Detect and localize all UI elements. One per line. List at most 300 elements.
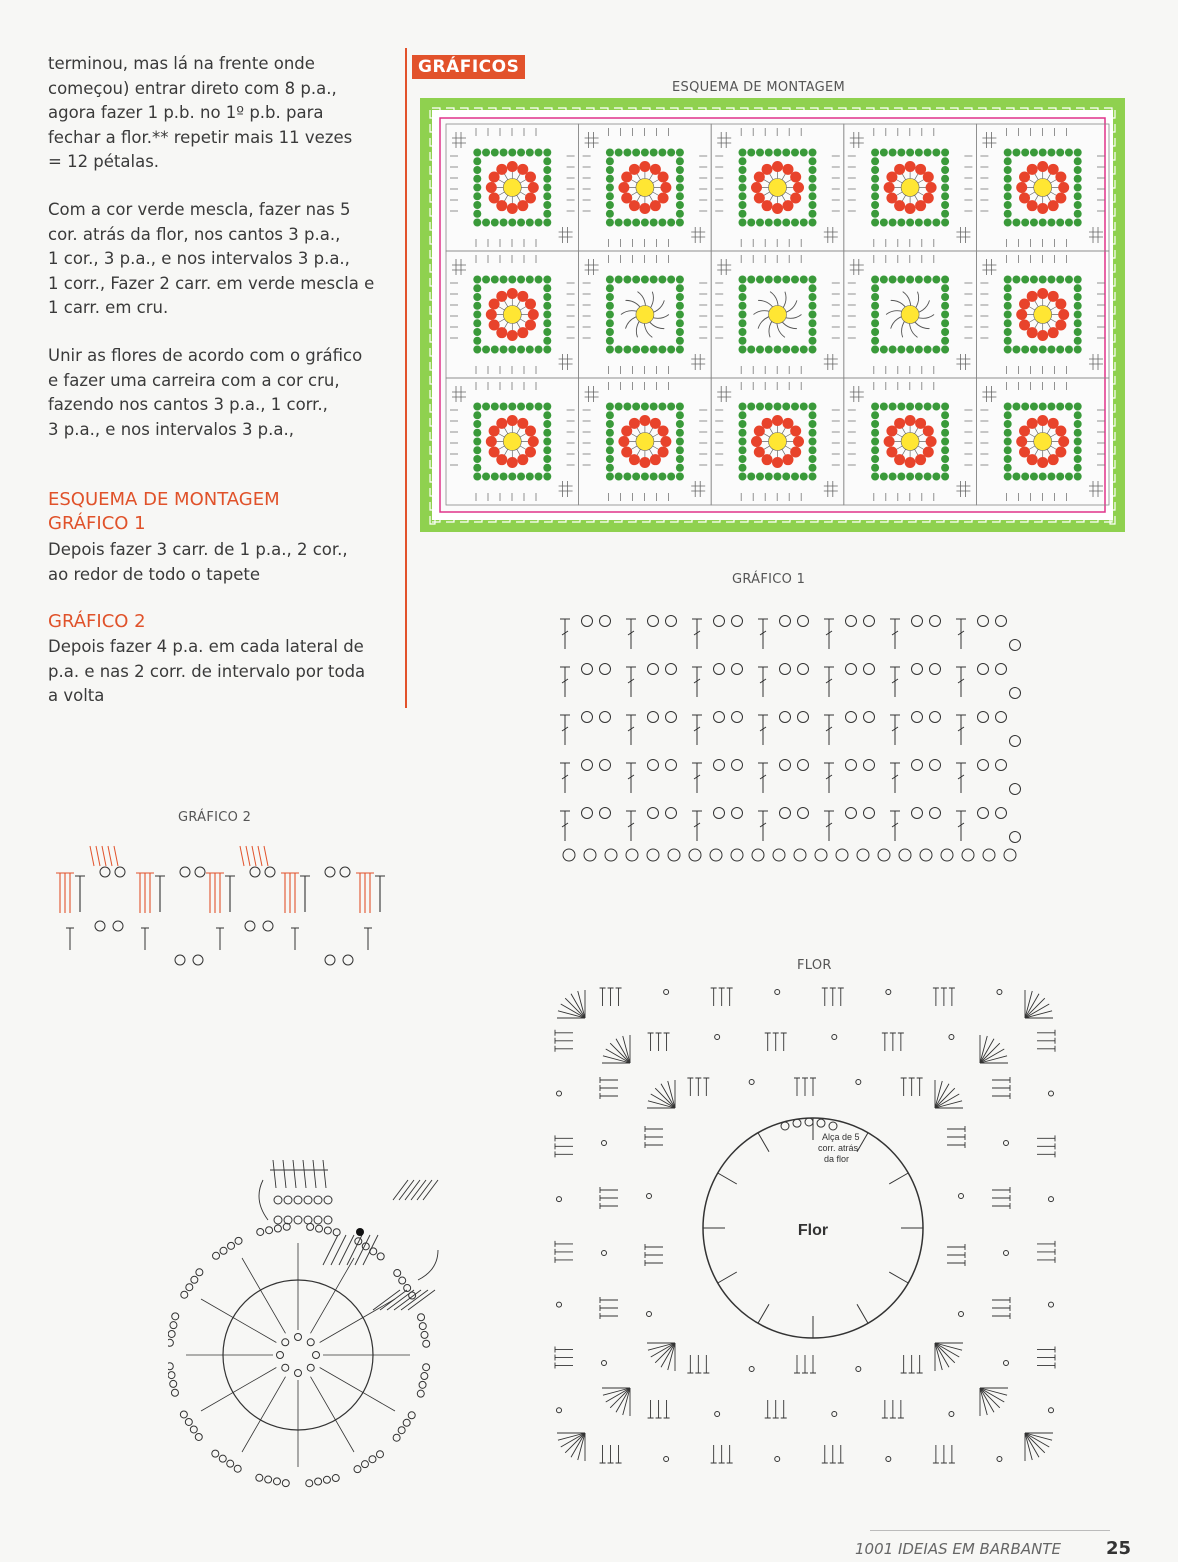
green-dot: [1056, 276, 1064, 284]
red-petal: [658, 426, 669, 437]
green-dot: [543, 328, 551, 336]
red-petal: [525, 299, 536, 310]
green-dot: [1004, 319, 1012, 327]
treble-stitch: [1037, 1346, 1055, 1352]
treble-stitch: [560, 715, 570, 745]
chain-stitch: [421, 1331, 428, 1338]
green-dot: [535, 276, 543, 284]
green-dot: [791, 219, 799, 227]
montagem-diagram: [420, 98, 1125, 532]
green-dot: [1074, 337, 1082, 345]
green-dot: [526, 403, 534, 411]
chain-stitch: [323, 1476, 330, 1483]
green-dot: [739, 403, 747, 411]
green-dot: [739, 429, 747, 437]
red-petal: [486, 182, 497, 193]
treble-stitch: [560, 811, 570, 841]
spoke: [758, 1133, 769, 1152]
red-petal: [1048, 454, 1059, 465]
green-dot: [1004, 446, 1012, 454]
treble-stitch: [600, 1085, 618, 1091]
red-treble-stitch: [258, 846, 262, 866]
green-dot: [1039, 346, 1047, 354]
red-petal: [772, 457, 783, 468]
yellow-center: [1034, 179, 1052, 197]
green-dot: [739, 201, 747, 209]
green-dot: [889, 219, 897, 227]
green-dot: [1065, 219, 1073, 227]
red-petal: [894, 418, 905, 429]
green-dot: [1012, 346, 1020, 354]
chain-stitch: [602, 1251, 607, 1256]
section1-heading-line1: ESQUEMA DE MONTAGEM: [48, 489, 280, 510]
green-dot: [809, 473, 817, 481]
green-dot: [1074, 157, 1082, 165]
chain-stitch: [228, 1242, 235, 1249]
green-dot: [941, 192, 949, 200]
green-dot: [871, 420, 879, 428]
green-dot: [606, 464, 614, 472]
red-petal: [1048, 200, 1059, 211]
red-petal: [486, 309, 497, 320]
red-petal: [886, 193, 897, 204]
green-dot: [676, 219, 684, 227]
green-dot: [1004, 201, 1012, 209]
green-dot: [809, 284, 817, 292]
green-dot: [782, 346, 790, 354]
green-dot: [941, 429, 949, 437]
chain-stitch: [277, 1352, 284, 1359]
green-dot: [676, 157, 684, 165]
chain-stitch: [557, 1197, 562, 1202]
red-petal: [1027, 418, 1038, 429]
green-dot: [473, 429, 481, 437]
treble-stitch: [824, 763, 834, 793]
treble-stitch: [901, 1078, 907, 1096]
chain-stitch: [912, 664, 923, 675]
chain-stitch: [600, 712, 611, 723]
green-dot: [508, 346, 516, 354]
treble-stitch: [830, 988, 836, 1006]
treble-stitch: [645, 1244, 663, 1250]
green-dot: [932, 403, 940, 411]
green-dot: [871, 219, 879, 227]
red-petal: [629, 164, 640, 175]
green-dot: [1004, 157, 1012, 165]
treble-stitch: [291, 928, 299, 950]
treble-stitch: [824, 619, 834, 649]
red-petal: [772, 203, 783, 214]
chain-stitch: [846, 760, 857, 771]
green-dot: [676, 284, 684, 292]
green-dot: [1004, 184, 1012, 192]
green-dot: [517, 219, 525, 227]
chain-stitch: [714, 616, 725, 627]
chain-stitch: [582, 760, 593, 771]
green-dot: [889, 473, 897, 481]
chain-stitch: [190, 1426, 197, 1433]
green-dot: [739, 302, 747, 310]
green-dot: [1004, 302, 1012, 310]
chain-stitch: [316, 1225, 323, 1232]
treble-stitch: [656, 1033, 662, 1051]
chain-stitch: [798, 808, 809, 819]
green-dot: [941, 219, 949, 227]
green-dot: [915, 219, 923, 227]
treble-stitch: [949, 988, 955, 1006]
treble-stitch: [822, 988, 828, 1006]
treble-stitch: [810, 1355, 816, 1373]
text-line: agora fazer 1 p.b. no 1º p.b. para: [48, 103, 324, 122]
green-dot: [941, 201, 949, 209]
green-dot: [871, 184, 879, 192]
green-dot: [1004, 166, 1012, 174]
green-dot: [1030, 276, 1038, 284]
chain-stitch: [265, 867, 275, 877]
green-dot: [473, 302, 481, 310]
green-dot: [871, 446, 879, 454]
green-dot: [880, 219, 888, 227]
green-dot: [739, 346, 747, 354]
green-dot: [871, 319, 879, 327]
red-treble-stitch: [246, 846, 250, 866]
chain-stitch: [648, 760, 659, 771]
green-dot: [739, 166, 747, 174]
green-dot: [1047, 219, 1055, 227]
chain-stitch: [1004, 1361, 1009, 1366]
green-dot: [1074, 438, 1082, 446]
treble-stitch: [941, 988, 947, 1006]
chain-stitch: [1049, 1091, 1054, 1096]
spoke: [311, 1377, 355, 1452]
treble-stitch: [947, 1252, 965, 1258]
treble-stitch: [917, 1355, 923, 1373]
spoke: [201, 1299, 276, 1343]
red-petal: [926, 182, 937, 193]
chain-stitch: [714, 664, 725, 675]
green-dot: [543, 403, 551, 411]
chain-stitch: [325, 955, 335, 965]
flor-diagram: [540, 978, 1075, 1493]
chain-stitch: [996, 712, 1007, 723]
treble-stitch: [303, 1160, 306, 1188]
green-dot: [1004, 420, 1012, 428]
red-treble-stitch: [102, 846, 106, 866]
green-dot: [897, 149, 905, 157]
chain-stitch: [582, 664, 593, 675]
chain-stitch: [666, 616, 677, 627]
treble-stitch: [1037, 1046, 1055, 1052]
chain-stitch: [647, 1312, 652, 1317]
chain-stitch: [1010, 832, 1021, 843]
chain-stitch: [324, 1216, 332, 1224]
chain-stitch: [168, 1339, 173, 1346]
treble-stitch: [758, 715, 768, 745]
red-petal: [621, 447, 632, 458]
green-dot: [871, 403, 879, 411]
red-treble-stitch: [66, 873, 74, 913]
red-petal: [507, 457, 518, 468]
chain-stitch: [978, 760, 989, 771]
red-petal: [793, 436, 804, 447]
red-treble-stitch: [291, 873, 299, 913]
chain-stitch: [600, 664, 611, 675]
green-dot: [871, 276, 879, 284]
green-dot: [482, 473, 490, 481]
chain-stitch: [563, 849, 575, 861]
spoke: [758, 1304, 769, 1323]
chain-stitch: [798, 712, 809, 723]
treble-stitch: [947, 1126, 965, 1132]
chain-stitch: [419, 1381, 426, 1388]
green-dot: [606, 438, 614, 446]
spoke: [718, 1173, 737, 1184]
treble-stitch: [399, 1180, 414, 1200]
treble-stitch: [781, 1033, 787, 1051]
chain-stitch: [343, 955, 353, 965]
green-dot: [1021, 403, 1029, 411]
green-dot: [1004, 411, 1012, 419]
chain-stitch: [912, 616, 923, 627]
red-treble-stitch: [136, 873, 144, 913]
green-dot: [517, 276, 525, 284]
treble-stitch: [711, 988, 717, 1006]
red-petal: [1019, 320, 1030, 331]
red-petal: [639, 161, 650, 172]
green-dot: [871, 210, 879, 218]
green-dot: [615, 403, 623, 411]
section2-heading: GRÁFICO 2: [48, 611, 146, 632]
green-dot: [1056, 473, 1064, 481]
treble-stitch: [692, 715, 702, 745]
chain-stitch: [775, 990, 780, 995]
treble-stitch: [555, 1241, 573, 1247]
spoke: [242, 1258, 286, 1333]
red-treble-stitch: [61, 873, 69, 913]
text-line: fazendo nos cantos 3 p.a., 1 corr.,: [48, 395, 328, 414]
treble-stitch: [323, 1235, 338, 1265]
treble-stitch: [810, 1078, 816, 1096]
treble-stitch: [890, 1033, 896, 1051]
treble-stitch: [947, 1244, 965, 1250]
green-dot: [667, 149, 675, 157]
treble-stitch: [758, 811, 768, 841]
green-dot: [658, 346, 666, 354]
text-line: e fazer uma carreira com a cor cru,: [48, 370, 340, 390]
green-dot: [1065, 473, 1073, 481]
chain-stitch: [235, 1237, 242, 1244]
treble-stitch: [695, 1078, 701, 1096]
treble-stitch: [992, 1093, 1010, 1099]
yellow-center: [636, 306, 654, 324]
green-dot: [676, 192, 684, 200]
green-dot: [774, 219, 782, 227]
chain-stitch: [95, 921, 105, 931]
green-dot: [500, 346, 508, 354]
green-dot: [941, 337, 949, 345]
chain-stitch: [113, 921, 123, 931]
green-dot: [650, 403, 658, 411]
green-dot: [871, 293, 879, 301]
green-dot: [871, 429, 879, 437]
treble-stitch: [947, 1142, 965, 1148]
red-petal: [525, 172, 536, 183]
green-dot: [906, 473, 914, 481]
chain-stitch: [282, 1339, 289, 1346]
chain-stitch: [180, 1411, 187, 1418]
treble-stitch: [765, 1400, 771, 1418]
green-dot: [782, 403, 790, 411]
chain-stitch: [185, 1418, 192, 1425]
green-dot: [1012, 473, 1020, 481]
green-dot: [473, 219, 481, 227]
chain-stitch: [171, 1389, 178, 1396]
red-treble-stitch: [146, 873, 154, 913]
green-dot: [491, 403, 499, 411]
treble-stitch: [802, 1355, 808, 1373]
chain-stitch: [647, 1194, 652, 1199]
green-dot: [941, 420, 949, 428]
chain-stitch: [306, 1480, 313, 1487]
green-dot: [641, 403, 649, 411]
chain-stitch: [313, 1352, 320, 1359]
green-dot: [543, 149, 551, 157]
green-dot: [473, 276, 481, 284]
treble-stitch: [608, 988, 614, 1006]
treble-stitch: [273, 1160, 276, 1188]
green-dot: [473, 184, 481, 192]
yellow-center: [503, 306, 521, 324]
chain-stitch: [864, 616, 875, 627]
red-petal: [783, 200, 794, 211]
treble-stitch: [555, 1046, 573, 1052]
green-dot: [739, 149, 747, 157]
green-dot: [941, 166, 949, 174]
chain-stitch: [257, 1228, 264, 1235]
green-dot: [543, 473, 551, 481]
green-dot: [623, 219, 631, 227]
treble-stitch: [992, 1195, 1010, 1201]
green-dot: [650, 219, 658, 227]
treble-stitch: [645, 1252, 663, 1258]
treble-stitch: [555, 1362, 573, 1368]
treble-stitch: [758, 619, 768, 649]
yellow-center: [901, 433, 919, 451]
green-dot: [473, 346, 481, 354]
spoke: [889, 1272, 908, 1283]
section-badge: GRÁFICOS: [412, 55, 525, 79]
red-petal: [489, 193, 500, 204]
green-dot: [809, 302, 817, 310]
green-dot: [482, 276, 490, 284]
green-dot: [676, 403, 684, 411]
treble-stitch: [830, 1445, 836, 1463]
section1-body: [48, 538, 398, 587]
green-dot: [676, 166, 684, 174]
chain-stitch: [798, 760, 809, 771]
chain-stitch: [403, 1419, 410, 1426]
green-dot: [473, 201, 481, 209]
green-dot: [871, 284, 879, 292]
treble-stitch: [992, 1305, 1010, 1311]
green-dot: [1065, 403, 1073, 411]
green-dot: [543, 311, 551, 319]
green-dot: [924, 219, 932, 227]
flor-note-line: da flor: [824, 1154, 850, 1164]
green-dot: [606, 473, 614, 481]
treble-stitch: [838, 1445, 844, 1463]
treble-stitch: [331, 1235, 346, 1265]
red-petal: [926, 436, 937, 447]
green-dot: [543, 429, 551, 437]
treble-stitch: [1037, 1362, 1055, 1368]
chain-stitch: [376, 1451, 383, 1458]
chain-stitch: [664, 1457, 669, 1462]
green-dot: [809, 219, 817, 227]
green-dot: [1074, 175, 1082, 183]
green-dot: [941, 184, 949, 192]
chain-stitch: [864, 664, 875, 675]
section1-heading-line2: GRÁFICO 1: [48, 513, 146, 534]
green-dot: [1004, 192, 1012, 200]
chain-stitch: [752, 849, 764, 861]
chain-stitch: [846, 664, 857, 675]
green-dot: [941, 302, 949, 310]
chain-stitch: [234, 1465, 241, 1472]
chain-stitch: [115, 867, 125, 877]
green-dot: [774, 149, 782, 157]
green-dot: [809, 438, 817, 446]
chain-stitch: [333, 1229, 340, 1236]
green-dot: [739, 473, 747, 481]
green-dot: [500, 276, 508, 284]
red-petal: [517, 327, 528, 338]
green-dot: [897, 219, 905, 227]
chain-stitch: [180, 867, 190, 877]
green-dot: [739, 446, 747, 454]
treble-stitch: [645, 1260, 663, 1266]
green-dot: [543, 219, 551, 227]
green-dot: [1056, 149, 1064, 157]
green-dot: [809, 455, 817, 463]
chain-stitch: [997, 1457, 1002, 1462]
treble-stitch: [375, 876, 385, 912]
green-dot: [791, 403, 799, 411]
treble-stitch: [956, 619, 966, 649]
red-petal: [650, 200, 661, 211]
green-dot: [676, 438, 684, 446]
green-dot: [535, 473, 543, 481]
green-dot: [1074, 219, 1082, 227]
chain-stitch: [959, 1194, 964, 1199]
treble-stitch: [423, 1180, 438, 1200]
chain-stitch: [846, 616, 857, 627]
chain-stitch: [832, 1412, 837, 1417]
paragraph-2: [48, 198, 398, 321]
green-dot: [774, 276, 782, 284]
red-petal: [751, 182, 762, 193]
green-dot: [632, 403, 640, 411]
green-dot: [1074, 346, 1082, 354]
treble-stitch: [626, 715, 636, 745]
green-dot: [800, 403, 808, 411]
green-dot: [632, 149, 640, 157]
green-dot: [658, 219, 666, 227]
green-dot: [747, 276, 755, 284]
chain-stitch: [266, 1227, 273, 1234]
treble-stitch: [773, 1033, 779, 1051]
chain-stitch: [304, 1196, 312, 1204]
